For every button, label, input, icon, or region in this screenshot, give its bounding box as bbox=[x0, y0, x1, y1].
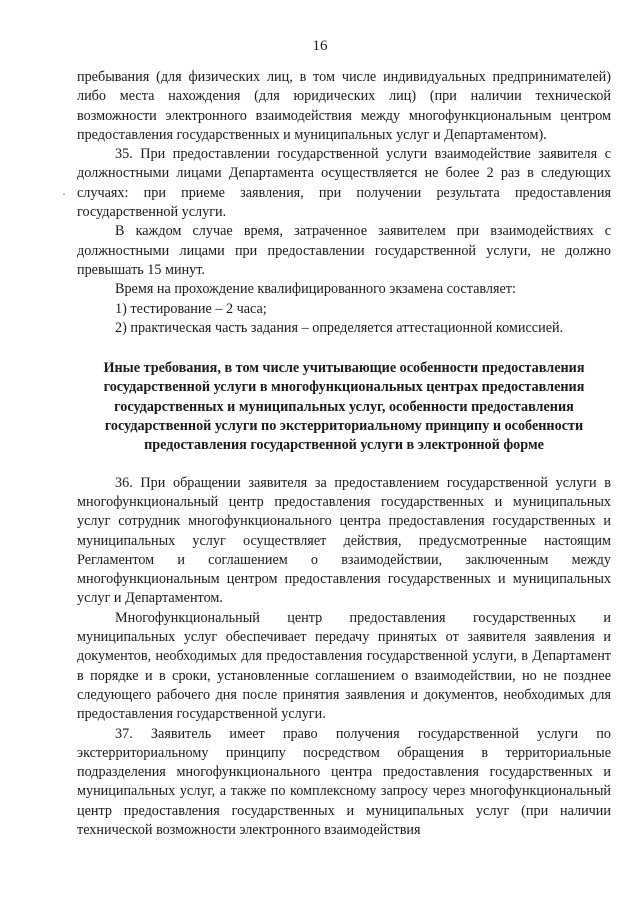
paragraph: пребывания (для физических лиц, в том числе индивидуальных предпринимателей) либо места нахождения (для юридических лиц) (при наличии технической возможности электронного взаимодействия между многофункциональным центром предоставления государственных и муниципальных услуг и Департаментом). bbox=[77, 69, 611, 143]
paragraph: 1) тестирование – 2 часа; bbox=[115, 300, 267, 317]
section-heading: Иные требования, в том числе учитывающие особенности предоставления государственной услуги в многофункциональных центрах предоставления государственных и муниципальных услуг, особенности предоставления государственной услуги по экстерриториальному принципу и особенности предоставления государственной услуги в электронной форме bbox=[103, 360, 585, 454]
paragraph: Время на прохождение квалифицированного экзамена составляет: bbox=[115, 281, 516, 298]
top-paragraphs bbox=[77, 68, 611, 338]
paragraph: Многофункциональный центр предоставления государственных и муниципальных услуг обеспечивает передачу принятых от заявителя заявления и документов, необходимых для предоставления государственной услуги, в Департамент в порядке и в сроки, установленные соглашением о взаимодействии, но не позднее следующего рабочего дня после принятия заявления и документов, необходимых для предоставления государственной услуги. bbox=[77, 609, 611, 723]
paragraph: 35. При предоставлении государственной услуги взаимодействие заявителя с должностными лицами Департамента осуществляется не более 2 раз в следующих случаях: при приеме заявления, при получении результата предоставления государственной услуги. bbox=[77, 146, 611, 221]
page-number: 16 bbox=[312, 38, 328, 54]
paragraph: В каждом случае время, затраченное заявителем при взаимодействиях с должностными лицами при предоставлении государственной услуги, не должно превышать 15 минут. bbox=[77, 223, 611, 278]
paragraph: 2) практическая часть задания – определяется аттестационной комиссией. bbox=[115, 319, 564, 336]
scan-mark: · bbox=[62, 187, 66, 201]
paragraph: 36. При обращении заявителя за предоставлением государственной услуги в многофункциональный центр предоставления государственных и муниципальных услуг сотрудник многофункционального центра предоставления государственных и муниципальных услуг осуществляет действия, предусмотренные настоящим Регламентом и соглашением о взаимодействии, заключенным между многофункциональным центром предоставления государственных и муниципальных услуг и Департаментом. bbox=[77, 474, 611, 607]
document-body bbox=[77, 68, 611, 840]
bottom-paragraphs bbox=[77, 474, 611, 841]
paragraph: 37. Заявитель имеет право получения государственной услуги по экстерриториальному принципу посредством обращения в территориальные подразделения многофункционального центра предоставления государственных и муниципальных услуг, а также по комплексному запросу через многофункциональный центр предоставления государственных и муниципальных услуг (при наличии технической возможности электронного взаимодействия bbox=[77, 725, 611, 838]
